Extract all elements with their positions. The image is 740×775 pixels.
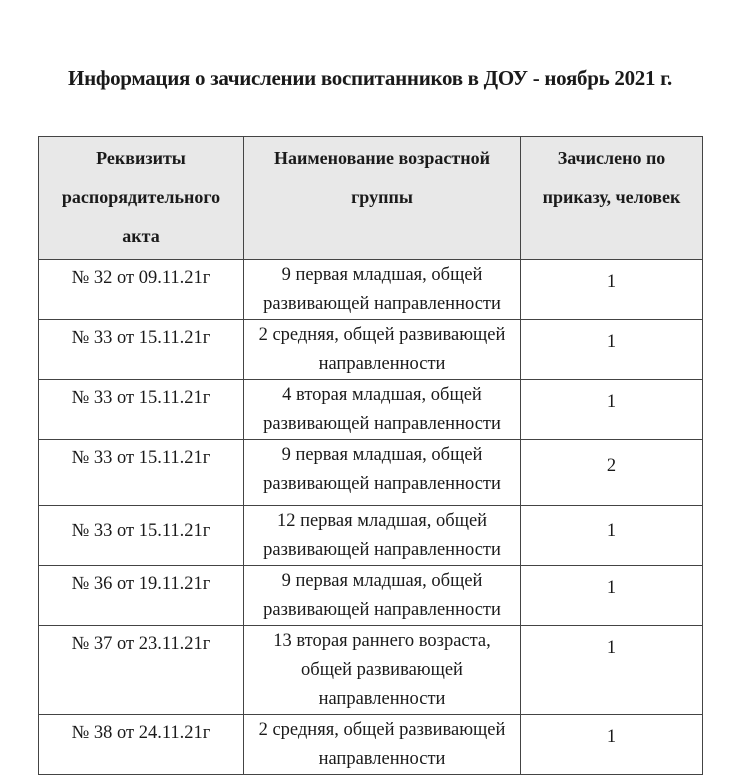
header-act: Реквизиты распорядительного акта [39,137,244,260]
table-row [39,506,703,566]
cell-act: № 32 от 09.11.21г [39,260,244,320]
cell-group: 2 средняя, общей развивающей направленности [244,320,521,380]
cell-count: 1 [521,320,703,380]
page-title: Информация о зачислении воспитанников в ДОУ - ноябрь 2021 г. [68,66,672,90]
table-row [39,440,703,506]
table-row [39,715,703,775]
cell-act: № 33 от 15.11.21г [39,506,244,566]
cell-count: 1 [521,380,703,440]
cell-group: 4 вторая младшая, общей развивающей направленности [244,380,521,440]
cell-count: 2 [521,440,703,506]
header-count: Зачислено по приказу, человек [521,137,703,260]
cell-count: 1 [521,626,703,715]
cell-group: 9 первая младшая, общей развивающей направленности [244,260,521,320]
cell-act: № 33 от 15.11.21г [39,320,244,380]
table-row [39,566,703,626]
table-header-row [39,137,703,260]
cell-act: № 37 от 23.11.21г [39,626,244,715]
cell-act: № 33 от 15.11.21г [39,440,244,506]
cell-group: 13 вторая раннего возраста, общей развивающей направленности [244,626,521,715]
cell-group: 12 первая младшая, общей развивающей направленности [244,506,521,566]
cell-count: 1 [521,715,703,775]
cell-act: № 38 от 24.11.21г [39,715,244,775]
cell-count: 1 [521,566,703,626]
table-row [39,260,703,320]
cell-count: 1 [521,506,703,566]
cell-group: 2 средняя, общей развивающей направленности [244,715,521,775]
header-group: Наименование возрастной группы [244,137,521,260]
cell-group: 9 первая младшая, общей развивающей направленности [244,440,521,506]
table-row [39,380,703,440]
table-row [39,320,703,380]
cell-act: № 33 от 15.11.21г [39,380,244,440]
cell-act: № 36 от 19.11.21г [39,566,244,626]
table-row [39,626,703,715]
cell-group: 9 первая младшая, общей развивающей направленности [244,566,521,626]
enrollment-table [38,136,703,775]
cell-count: 1 [521,260,703,320]
